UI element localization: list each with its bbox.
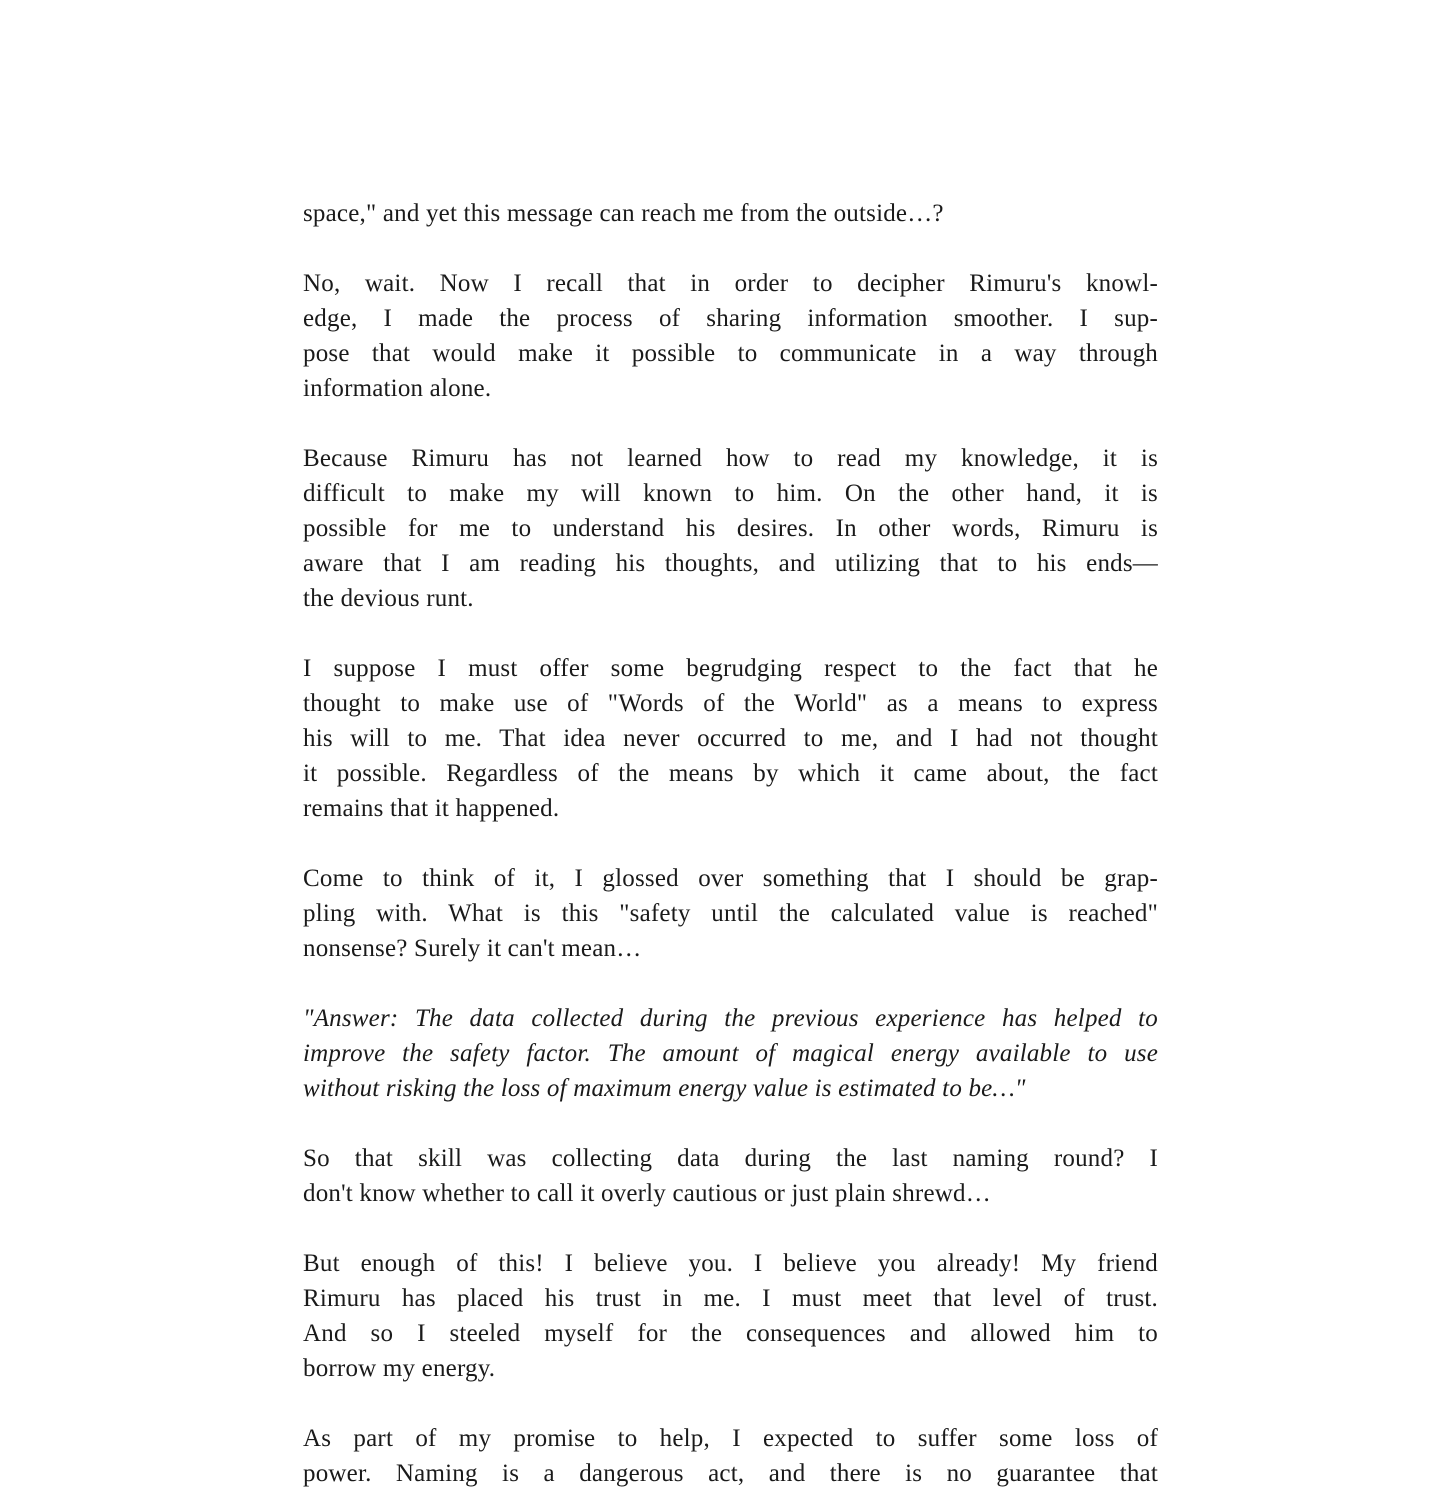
text-line: remains that it happened.	[303, 795, 560, 822]
text-column	[303, 196, 1158, 1491]
text-line: aware that I am reading his thoughts, and utilizing that to his ends—	[303, 550, 1158, 577]
text-line: without risking the loss of maximum energy value is estimated to be…"	[303, 1075, 1026, 1102]
text-line: space," and yet this message can reach me from the outside…?	[303, 200, 944, 227]
paragraph	[303, 266, 1158, 406]
text-line: difficult to make my will known to him. On the other hand, it is	[303, 480, 1158, 507]
text-line: don't know whether to call it overly cautious or just plain shrewd…	[303, 1180, 991, 1207]
text-line: it possible. Regardless of the means by which it came about, the fact	[303, 760, 1158, 787]
text-line: But enough of this! I believe you. I believe you already! My friend	[303, 1250, 1158, 1277]
text-line: pling with. What is this "safety until the calculated value is reached"	[303, 900, 1158, 927]
text-line: No, wait. Now I recall that in order to decipher Rimuru's knowl-	[303, 270, 1158, 297]
paragraph	[303, 651, 1158, 826]
paragraph	[303, 861, 1158, 966]
text-line: his will to me. That idea never occurred to me, and I had not thought	[303, 725, 1158, 752]
text-line: Come to think of it, I glossed over something that I should be grap-	[303, 865, 1158, 892]
text-line: I suppose I must offer some begrudging respect to the fact that he	[303, 655, 1158, 682]
text-line: information alone.	[303, 375, 492, 402]
text-line: edge, I made the process of sharing information smoother. I sup-	[303, 305, 1158, 332]
text-line: As part of my promise to help, I expected to suffer some loss of	[303, 1425, 1158, 1452]
text-line: possible for me to understand his desires. In other words, Rimuru is	[303, 515, 1158, 542]
paragraph	[303, 441, 1158, 616]
text-line: the devious runt.	[303, 585, 474, 612]
text-line: Rimuru has placed his trust in me. I must meet that level of trust.	[303, 1285, 1158, 1312]
paragraph	[303, 1246, 1158, 1386]
text-line: "Answer: The data collected during the previous experience has helped to	[303, 1005, 1158, 1032]
paragraph	[303, 1421, 1158, 1491]
text-line: So that skill was collecting data during the last naming round? I	[303, 1145, 1158, 1172]
text-line: And so I steeled myself for the consequences and allowed him to	[303, 1320, 1158, 1347]
text-line: Because Rimuru has not learned how to read my knowledge, it is	[303, 445, 1158, 472]
paragraph-italic	[303, 1001, 1158, 1106]
paragraph	[303, 196, 1158, 231]
paragraph	[303, 1141, 1158, 1211]
text-line: power. Naming is a dangerous act, and there is no guarantee that	[303, 1460, 1158, 1487]
text-line: improve the safety factor. The amount of magical energy available to use	[303, 1040, 1158, 1067]
text-line: nonsense? Surely it can't mean…	[303, 935, 642, 962]
text-line: borrow my energy.	[303, 1355, 496, 1382]
text-line: pose that would make it possible to communicate in a way through	[303, 340, 1158, 367]
text-line: thought to make use of "Words of the World" as a means to express	[303, 690, 1158, 717]
